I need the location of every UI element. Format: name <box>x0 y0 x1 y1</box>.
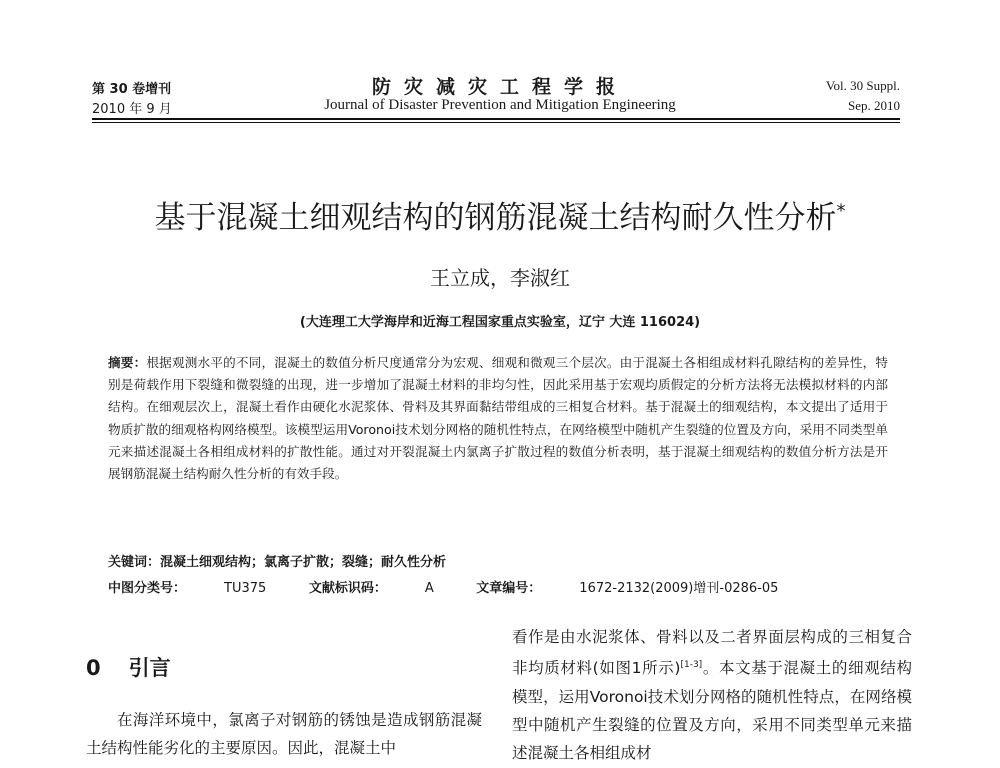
clc-label: 中图分类号： <box>108 581 187 596</box>
doc-code-value: A <box>424 581 434 596</box>
keywords <box>108 551 446 570</box>
authors: 王立成，李淑红 <box>430 266 570 290</box>
section-heading <box>86 652 171 682</box>
body-left-column: 在海洋环境中，氯离子对钢筋的锈蚀是造成钢筋混凝土结构性能劣化的主要原因。因此，混凝土中 <box>86 711 482 757</box>
article-no-value: 1672-2132(2009)增刊-0286-05 <box>579 581 779 596</box>
date-label-cn: 2010 年 9 月 <box>92 102 172 117</box>
section-title: 引言 <box>128 656 171 680</box>
affiliation: (大连理工大学海岸和近海工程国家重点实验室，辽宁 大连 116024) <box>299 315 701 330</box>
article-no <box>476 581 778 596</box>
header-rule-thin <box>92 122 900 123</box>
title-footnote-mark: * <box>836 200 846 222</box>
keywords-label: 关键词： <box>108 555 161 570</box>
header-rule-thick <box>92 118 900 120</box>
abstract <box>108 352 888 485</box>
abstract-label: 摘要： <box>108 355 147 370</box>
issue-label-en: Vol. 30 Suppl. <box>825 78 900 93</box>
citation: [1-3] <box>680 660 703 671</box>
keywords-text: 混凝土细观结构；氯离子扩散；裂缝；耐久性分析 <box>160 555 447 570</box>
journal-title-en: Journal of Disaster Prevention and Mitigation Engineering <box>324 97 676 113</box>
journal-title-cn: 防灾减灾工程学报 <box>371 76 628 98</box>
classification-line <box>108 577 816 596</box>
article-no-label: 文章编号： <box>476 581 542 596</box>
abstract-text: 根据观测水平的不同，混凝土的数值分析尺度通常分为宏观、细观和微观三个层次。由于混凝土各相组成材料孔隙结构的差异性，特别是荷载作用下裂缝和微裂缝的出现，进一步增加了混凝土材料的非均匀性，因此采用基于宏观均质假定的分析方法将无法模拟材料的内部结构。在细观层次上，混凝土看作由硬化水泥浆体、骨料及其界面黏结带组成的三相复合材料。基于混凝土的细观结构，本文提出了适用于物质扩散的细观格构网络模型。该模型运用Voronoi技术划分网格的随机性特点，在网络模型中随机产生裂缝的位置及方向，采用不同类型单元来描述混凝土各相组成材料的扩散性能。通过对开裂混凝土内氯离子扩散过程的数值分析表明，基于混凝土细观结构的数值分析方法是开展钢筋混凝土结构耐久性分析的有效手段。 <box>108 355 889 482</box>
body-right-column <box>512 623 912 768</box>
issue-label-cn: 第 30 卷增刊 <box>92 82 172 97</box>
body-right-text-2: 。本文基于混凝土的细观结构模型，运用Voronoi技术划分网格的随机性特点，在网络模型中随机产生裂缝的位置及方向，采用不同类型单元来描述混凝土各相组成材 <box>512 659 912 763</box>
date-label-en: Sep. 2010 <box>848 98 900 113</box>
section-number: 0 <box>86 656 101 680</box>
clc-value: TU375 <box>224 581 267 596</box>
body-right-text: 看作是由水泥浆体、骨料以及二者界面层构成的三相复合非均质材料(如图1所示) <box>512 628 912 678</box>
doc-code <box>309 581 434 596</box>
doc-code-label: 文献标识码： <box>308 581 387 596</box>
article-title-text: 基于混凝土细观结构的钢筋混凝土结构耐久性分析 <box>154 200 837 236</box>
clc <box>108 581 266 596</box>
article-title <box>0 192 1000 237</box>
